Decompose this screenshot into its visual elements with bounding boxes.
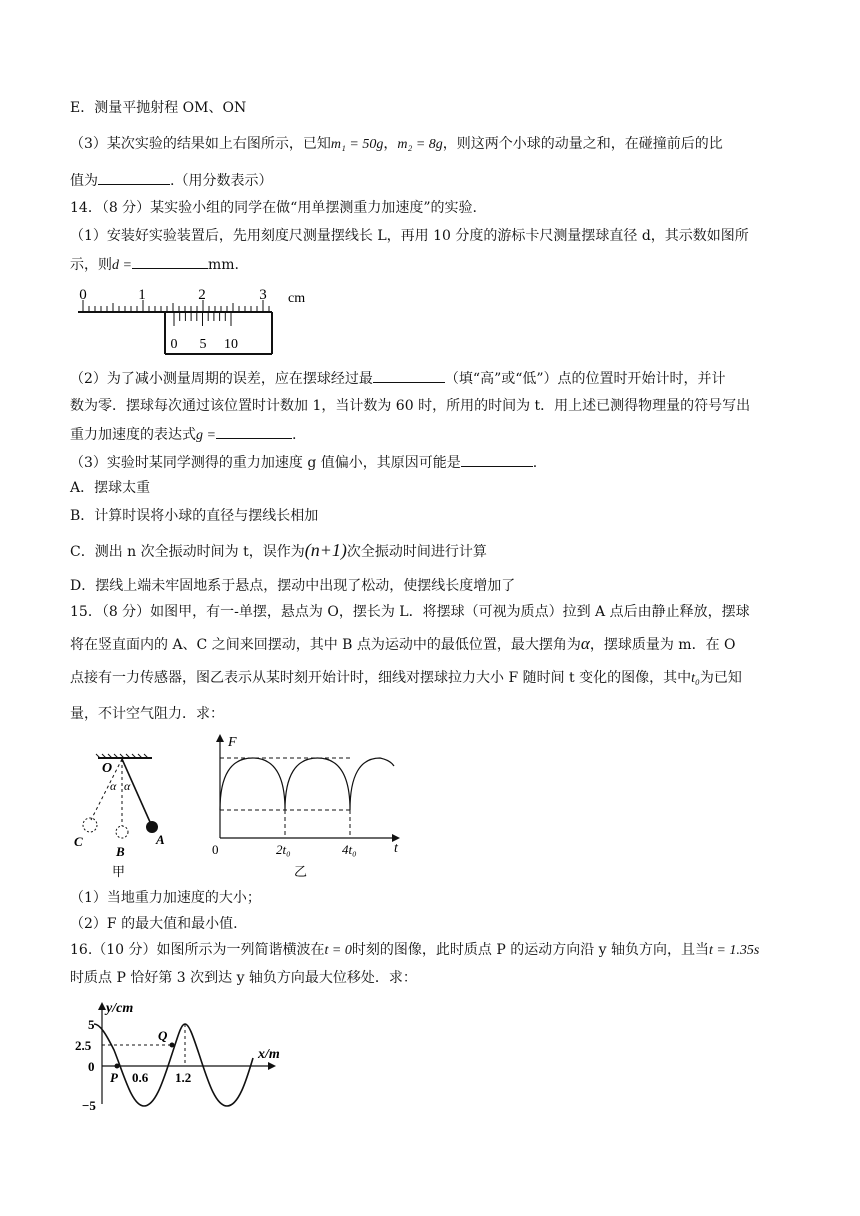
q14-part2-text2: （填“高”或“低”）点的位置时开始计时，并计 bbox=[444, 371, 726, 387]
unit-mm: mm. bbox=[207, 257, 239, 273]
point-P: P bbox=[110, 1070, 118, 1085]
period: . bbox=[532, 455, 538, 471]
vernier-label-5: 5 bbox=[199, 337, 207, 352]
q14-part2-line2: 数为零．摆球每次通过该位置时计数加 1，当计数为 60 时，所用的时间为 t．用上述已测得物理量的符号写出 bbox=[70, 398, 751, 414]
q14-part3-text: （3）实验时某同学测得的重力加速度 g 值偏小，其原因可能是 bbox=[70, 455, 461, 471]
axis-label-y: y/cm bbox=[106, 1001, 134, 1016]
q15-line3 bbox=[70, 668, 742, 689]
q15-part2: （2）F 的最大值和最小值. bbox=[70, 916, 238, 932]
q14-part3 bbox=[70, 452, 537, 473]
option-a: A．摆球太重 bbox=[70, 480, 151, 496]
vernier-label-10: 10 bbox=[224, 337, 238, 352]
q16-line1 bbox=[70, 940, 759, 961]
y-tick-2-5: 2.5 bbox=[75, 1038, 92, 1053]
axis-label-t: t bbox=[394, 841, 398, 856]
figure-caption-jia: 甲 bbox=[112, 864, 126, 879]
y-tick-neg5: −5 bbox=[82, 1098, 96, 1113]
y-tick-5: 5 bbox=[88, 1017, 95, 1032]
caliper-unit: cm bbox=[288, 291, 306, 306]
q15-part1: （1）当地重力加速度的大小； bbox=[70, 890, 261, 906]
q13-part3-text2: ，则这两个小球的动量之和，在碰撞前后的比 bbox=[442, 136, 723, 152]
g-symbol: g = bbox=[196, 428, 216, 443]
pendulum-figure bbox=[72, 752, 202, 882]
main-tick-label-1: 1 bbox=[138, 287, 146, 303]
wave-graph bbox=[72, 1000, 292, 1115]
answer-blank-ratio[interactable] bbox=[98, 170, 170, 185]
q13-part3-text: （3）某次实验的结果如上右图所示，已知 bbox=[70, 136, 331, 152]
option-b: B．计算时误将小球的直径与摆线长相加 bbox=[70, 508, 319, 524]
answer-blank-g[interactable] bbox=[216, 424, 292, 439]
figure-caption-yi: 乙 bbox=[294, 864, 308, 879]
q14-title: 14．（8 分）某实验小组的同学在做“用单摆测重力加速度”的实验. bbox=[70, 200, 477, 216]
x-tick-1-2: 1.2 bbox=[175, 1070, 192, 1085]
vernier-caliper-figure bbox=[70, 282, 330, 362]
t-equals-value: t = 1.35s bbox=[709, 943, 760, 958]
option-c-text: C．测出 n 次全振动时间为 t，误作为 bbox=[70, 544, 305, 560]
option-c bbox=[70, 540, 487, 562]
point-A: A bbox=[156, 832, 165, 847]
force-time-graph bbox=[208, 730, 408, 880]
q15-text4: 为已知 bbox=[699, 670, 742, 686]
option-c-text2: 次全振动时间进行计算 bbox=[346, 544, 487, 560]
point-O: O bbox=[102, 761, 113, 776]
x-tick-0-6: 0.6 bbox=[132, 1070, 149, 1085]
q13-note: .（用分数表示） bbox=[170, 173, 273, 189]
q14-part2-text: （2）为了减小测量周期的误差，应在摆球经过最 bbox=[70, 371, 373, 387]
m1-value: m₁ = 50g bbox=[330, 137, 384, 152]
main-tick-label-2: 2 bbox=[198, 287, 206, 303]
answer-blank-d[interactable] bbox=[132, 254, 208, 269]
q16-line2: 时质点 P 恰好第 3 次到达 y 轴负方向最大位移处．求： bbox=[70, 970, 417, 986]
option-e: E．测量平抛射程 OM、ON bbox=[70, 100, 247, 116]
point-B: B bbox=[116, 844, 125, 859]
q13-part3-line1 bbox=[70, 134, 723, 155]
q14-part1-line2 bbox=[70, 254, 239, 276]
period: . bbox=[291, 427, 297, 443]
q15-line2 bbox=[70, 634, 736, 655]
t-equals-zero: t = 0 bbox=[324, 943, 352, 958]
q15-line4: 量，不计空气阻力．求： bbox=[70, 706, 224, 722]
origin-label: 0 bbox=[212, 842, 219, 857]
y-tick-0: 0 bbox=[88, 1059, 95, 1074]
angle-alpha-right: α bbox=[124, 779, 131, 793]
q14-part2-line3 bbox=[70, 424, 296, 446]
axis-label-F: F bbox=[228, 735, 237, 750]
point-Q: Q bbox=[158, 1028, 168, 1043]
answer-blank-reason[interactable] bbox=[461, 452, 533, 467]
q14-part2-text3: 重力加速度的表达式 bbox=[70, 427, 196, 443]
q13-label: 值为 bbox=[70, 173, 98, 189]
q14-part2-line1 bbox=[70, 368, 726, 389]
q16-text2: 时刻的图像，此时质点 P 的运动方向沿 y 轴负方向，且当 bbox=[351, 942, 710, 958]
main-tick-label-3: 3 bbox=[259, 287, 267, 303]
point-C: C bbox=[74, 834, 83, 849]
alpha-symbol: α bbox=[580, 634, 590, 653]
separator: ， bbox=[383, 136, 398, 152]
axis-label-x: x/m bbox=[258, 1047, 280, 1062]
tick-4t0: 4t₀ bbox=[342, 842, 357, 857]
q15-text: 将在竖直面内的 A、C 之间来回摆动，其中 B 点为运动中的最低位置，最大摆角为 bbox=[70, 637, 581, 653]
d-symbol: d = bbox=[112, 258, 132, 273]
option-d: D．摆线上端未牢固地系于悬点，摆动中出现了松动，使摆线长度增加了 bbox=[70, 578, 516, 594]
tick-2t0: 2t₀ bbox=[276, 842, 291, 857]
q14-text: 示，则 bbox=[70, 257, 112, 273]
q14-part1-line1: （1）安装好实验装置后，先用刻度尺测量摆线长 L，再用 10 分度的游标卡尺测量摆球直径 d，其示数如图所 bbox=[70, 228, 749, 244]
n-plus-one: (n+1) bbox=[304, 540, 347, 560]
vernier-label-0: 0 bbox=[170, 337, 178, 352]
q15-text2: ，摆球质量为 m．在 O bbox=[589, 637, 736, 653]
q15-text3: 点接有一力传感器，图乙表示从某时刻开始计时，细线对摆球拉力大小 F 随时间 t 变化的图像，其中 bbox=[70, 670, 692, 686]
answer-blank-high-low[interactable] bbox=[373, 368, 445, 383]
angle-alpha-left: α bbox=[110, 779, 117, 793]
t0-symbol: t₀ bbox=[691, 671, 700, 686]
q15-line1: 15．（8 分）如图甲，有一-单摆，悬点为 O，摆长为 L．将摆球（可视为质点）拉到 A 点后由静止释放，摆球 bbox=[70, 604, 750, 620]
q13-part3-line2 bbox=[70, 170, 272, 191]
q16-text: 16.（10 分）如图所示为一列简谐横波在 bbox=[70, 942, 325, 958]
main-tick-label-0: 0 bbox=[79, 287, 87, 303]
m2-value: m₂ = 8g bbox=[397, 137, 443, 152]
